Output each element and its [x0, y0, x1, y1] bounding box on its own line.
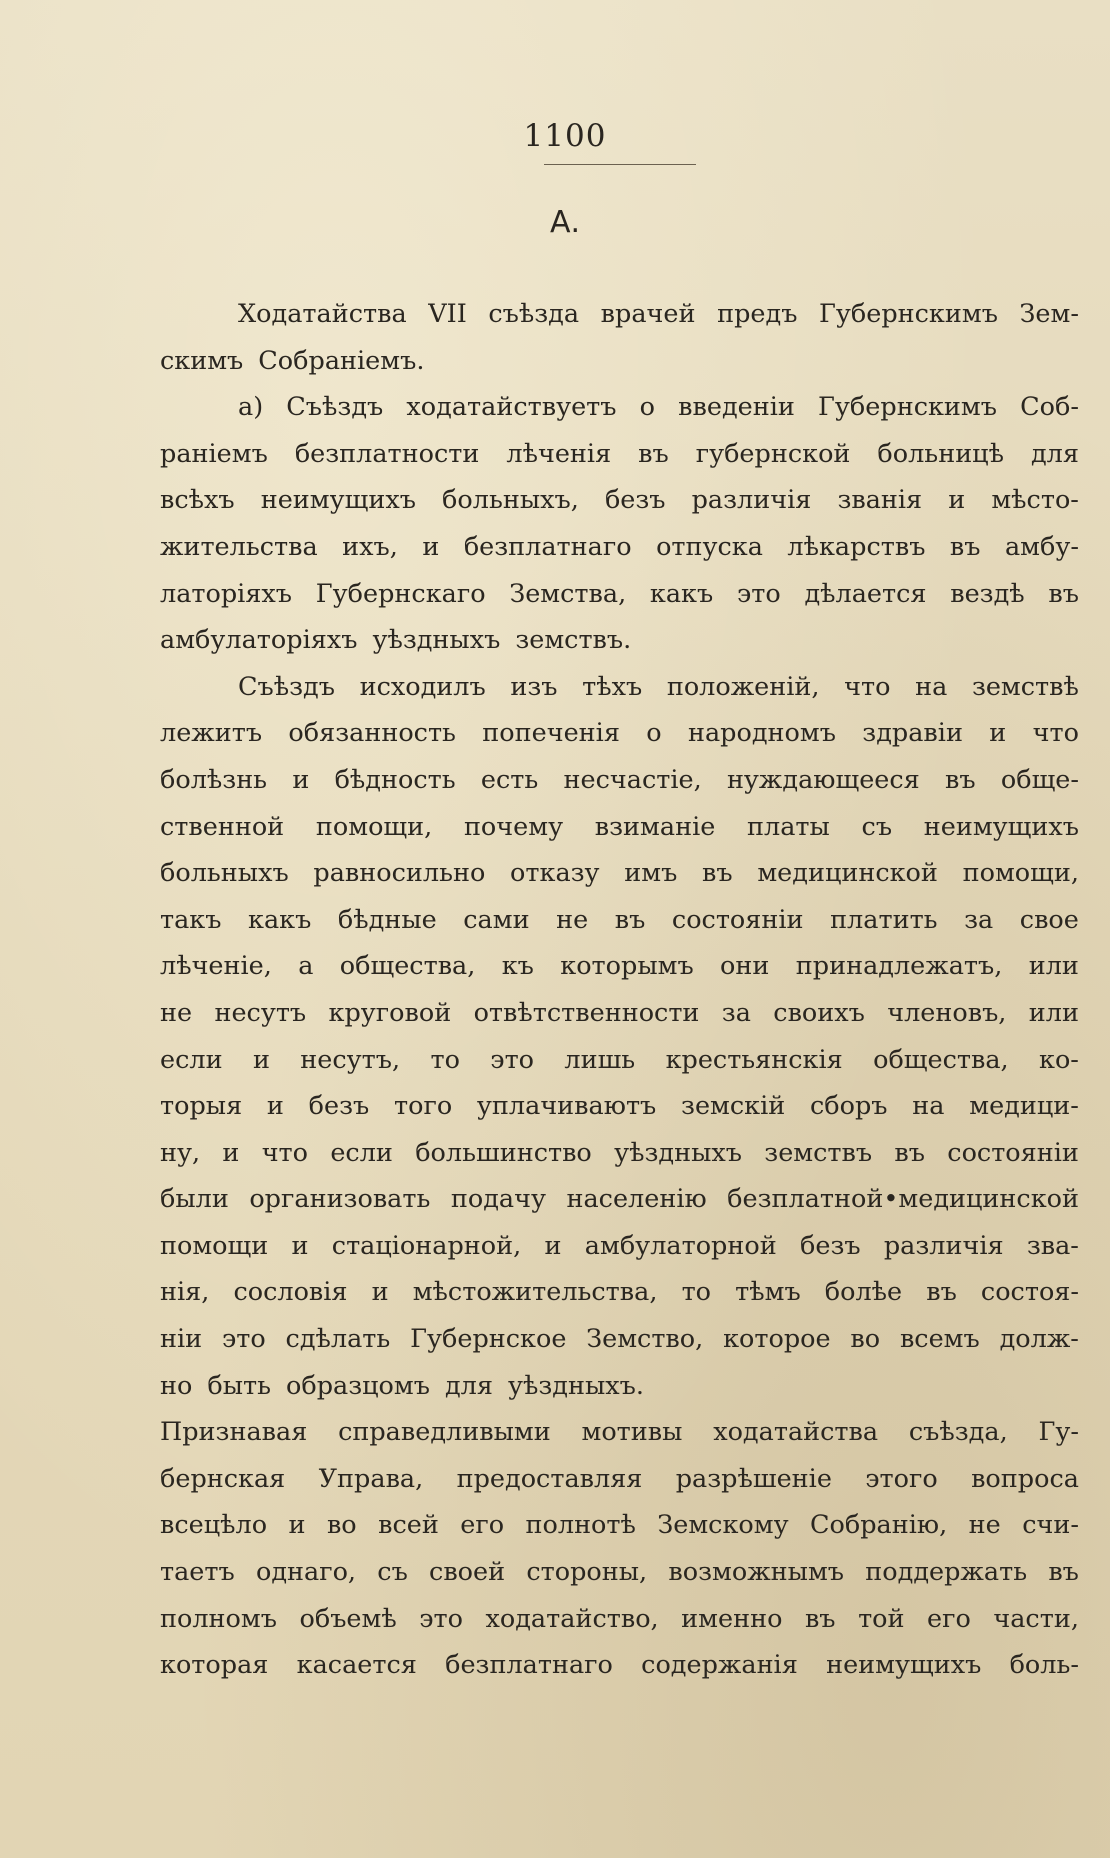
word: Собраніемъ.	[258, 345, 425, 376]
word: своихъ	[773, 997, 865, 1028]
word: съ	[861, 811, 893, 842]
word: жительства	[160, 531, 318, 562]
word: различія	[691, 485, 812, 516]
word: вопроса	[971, 1463, 1079, 1494]
word: скимъ	[160, 345, 244, 376]
word: амбу-	[1004, 531, 1079, 562]
word: лежитъ	[160, 718, 263, 749]
word: что	[261, 1137, 309, 1168]
word: не	[556, 904, 589, 935]
word: въ	[614, 904, 646, 935]
word: полномъ	[160, 1603, 277, 1634]
word: съѣзда,	[908, 1417, 1008, 1448]
word: для	[1030, 438, 1079, 469]
text-line	[160, 431, 1079, 478]
text-line	[160, 710, 1079, 757]
word: земствъ	[764, 1137, 873, 1168]
word: то	[430, 1044, 460, 1075]
word: части,	[993, 1603, 1079, 1634]
word: это	[419, 1603, 463, 1634]
word: если	[160, 1044, 223, 1075]
word: или	[1028, 997, 1079, 1028]
word: и	[266, 1091, 284, 1122]
word: Гу-	[1038, 1417, 1079, 1448]
word: мотивы	[581, 1417, 683, 1448]
word: бѣдные	[337, 904, 437, 935]
word: населенію	[566, 1184, 707, 1215]
word: долж-	[999, 1324, 1079, 1355]
word: торыя	[160, 1091, 243, 1122]
text-line	[160, 664, 1079, 711]
page-number: 1100	[523, 118, 607, 154]
word: ходатайство,	[485, 1603, 659, 1634]
word: это	[736, 578, 781, 609]
word: именно	[681, 1603, 783, 1634]
text-line	[160, 477, 1079, 524]
word: нія,	[160, 1277, 210, 1308]
word: членовъ,	[887, 997, 1007, 1028]
word: которая	[160, 1650, 269, 1681]
word: то	[681, 1277, 712, 1308]
word: ходатайствуетъ	[406, 392, 617, 423]
word: свое	[1019, 904, 1079, 935]
word: того	[394, 1091, 453, 1122]
text-line	[160, 1223, 1079, 1270]
word: губернской	[695, 438, 851, 469]
word: стаціонарной,	[331, 1230, 522, 1261]
word: сословія	[233, 1277, 348, 1308]
word: безплатнаго	[463, 531, 632, 562]
word: за	[964, 904, 994, 935]
word: на	[912, 1091, 945, 1122]
word: уѣздныхъ.	[507, 1370, 644, 1401]
text-line	[160, 384, 1079, 431]
word: Съѣздъ	[238, 671, 335, 702]
word: полнотѣ	[525, 1510, 636, 1541]
word: здравіи	[862, 718, 963, 749]
text-line	[160, 1176, 1079, 1223]
word: обще-	[1000, 764, 1079, 795]
word: это	[490, 1044, 535, 1075]
word: въ	[638, 438, 669, 469]
word: Признавая	[160, 1417, 308, 1448]
word: земскій	[681, 1091, 786, 1122]
word: въ	[1048, 1557, 1079, 1588]
section-heading: А.	[549, 205, 581, 240]
word: не	[160, 997, 193, 1028]
text-line	[160, 1083, 1079, 1130]
word: Земскому	[657, 1510, 789, 1541]
word: объемѣ	[299, 1603, 397, 1634]
word: Губернскимъ	[818, 392, 997, 423]
text-line	[160, 1037, 1079, 1084]
text-line	[160, 943, 1079, 990]
word: отвѣтственности	[473, 997, 700, 1028]
word: а)	[238, 392, 264, 423]
word: врачей	[600, 299, 696, 329]
page-number-rule	[544, 164, 696, 165]
word: больныхъ,	[442, 485, 579, 516]
word: быть	[207, 1370, 271, 1401]
word: всей	[378, 1510, 439, 1541]
word: которое	[723, 1324, 831, 1355]
word: есть	[480, 764, 539, 795]
word: и	[371, 1277, 389, 1308]
word: за	[721, 997, 751, 1028]
word: мѣсто-	[991, 485, 1079, 516]
word: справедливыми	[338, 1417, 551, 1448]
word: во	[326, 1510, 357, 1541]
word: Земства,	[509, 578, 627, 609]
word: крестьянскія	[665, 1044, 843, 1075]
word: зва-	[1026, 1230, 1079, 1261]
word: уѣздныхъ	[372, 625, 501, 656]
word: не	[968, 1510, 1001, 1541]
word: помощи	[160, 1230, 269, 1261]
word: почему	[463, 811, 564, 842]
word: его	[460, 1510, 505, 1541]
text-line	[160, 990, 1079, 1037]
word: образцомъ	[286, 1370, 430, 1401]
word: но	[160, 1370, 193, 1401]
word: неимущихъ	[260, 485, 416, 516]
text-line	[160, 1409, 1079, 1456]
word: бѣдность	[334, 764, 456, 795]
word: положеній,	[666, 671, 820, 702]
word: имъ	[624, 858, 678, 889]
word: отказу	[510, 858, 600, 889]
word: амбулаторіяхъ	[160, 625, 358, 656]
word: Собранію,	[810, 1510, 948, 1541]
word: VII	[428, 299, 467, 329]
word: были	[160, 1184, 229, 1215]
word: больныхъ	[160, 858, 289, 889]
word: къ	[501, 951, 534, 982]
word: что	[1032, 718, 1079, 749]
word: и	[291, 1230, 309, 1261]
word: мѣстожительства,	[412, 1277, 658, 1308]
word: сами	[463, 904, 530, 935]
word: состоя-	[980, 1277, 1079, 1308]
word: однаго,	[255, 1557, 357, 1588]
word: они	[720, 951, 770, 982]
word: сдѣлать	[285, 1324, 391, 1355]
word: Земство,	[586, 1324, 704, 1355]
word: лѣкарствъ	[787, 531, 926, 562]
word: какъ	[649, 578, 714, 609]
word: помощи,	[962, 858, 1079, 889]
text-line	[160, 850, 1079, 897]
word: если	[330, 1137, 393, 1168]
word: медицинской	[757, 858, 938, 889]
word: сборъ	[810, 1091, 888, 1122]
word: попеченія	[482, 718, 620, 749]
word: подачу	[450, 1184, 546, 1215]
word: Съѣздъ	[286, 392, 384, 423]
word: въ	[894, 1137, 925, 1168]
word: изъ	[510, 671, 558, 702]
word: исходилъ	[359, 671, 486, 702]
word: безъ	[800, 1230, 861, 1261]
word: поддержать	[865, 1557, 1028, 1588]
word: уплачиваютъ	[476, 1091, 657, 1122]
word: платы	[747, 811, 830, 842]
word: лишь	[564, 1044, 636, 1075]
word: безплатности	[294, 438, 480, 469]
word: отпуска	[656, 531, 763, 562]
word: въ	[949, 531, 981, 562]
word: и	[422, 531, 440, 562]
word: въ	[702, 858, 733, 889]
word: ственной	[160, 811, 285, 842]
word: безъ	[308, 1091, 370, 1122]
word: а	[298, 951, 314, 982]
word: съѣзда	[488, 299, 580, 329]
word: безплатнаго	[445, 1650, 613, 1681]
text-line	[160, 1549, 1079, 1596]
word: о	[639, 392, 656, 423]
word: и	[544, 1230, 562, 1261]
word: ко-	[1039, 1044, 1079, 1075]
word: тѣмъ	[735, 1277, 801, 1308]
word: съ	[377, 1557, 408, 1588]
word: платить	[830, 904, 938, 935]
word: ну,	[160, 1137, 201, 1168]
word: равносильно	[313, 858, 486, 889]
text-line	[160, 1456, 1079, 1503]
word: всемъ	[899, 1324, 980, 1355]
word: званія	[837, 485, 923, 516]
word: и	[989, 718, 1007, 749]
word: дѣлается	[804, 578, 927, 609]
word: и	[222, 1137, 240, 1168]
word: и	[288, 1510, 306, 1541]
text-line	[160, 1596, 1079, 1643]
word: это	[221, 1324, 266, 1355]
text-line	[160, 1502, 1079, 1549]
word: въ	[804, 1603, 836, 1634]
text-line	[160, 897, 1079, 944]
word: предъ	[717, 299, 798, 329]
word: помощи,	[315, 811, 433, 842]
word: состояніи	[671, 904, 804, 935]
word: бернская	[160, 1463, 286, 1494]
word: счи-	[1022, 1510, 1079, 1541]
word: лѣченія	[506, 438, 612, 469]
word: состояніи	[947, 1137, 1079, 1168]
word: вездѣ	[950, 578, 1025, 609]
text-line	[160, 291, 1079, 338]
word: несутъ	[214, 997, 307, 1028]
word: Соб-	[1020, 392, 1079, 423]
word: болѣе	[824, 1277, 903, 1308]
word: медици-	[969, 1091, 1079, 1122]
text-line	[160, 1130, 1079, 1177]
text-line	[160, 571, 1079, 618]
word: введеніи	[678, 392, 795, 423]
word: и	[948, 485, 966, 516]
word: организовать	[249, 1184, 431, 1215]
word: Губернскаго	[315, 578, 486, 609]
word: на	[915, 671, 948, 702]
word: Губернское	[410, 1324, 567, 1355]
word: въ	[945, 764, 976, 795]
word: или	[1028, 951, 1079, 982]
word: въ	[1048, 578, 1079, 609]
word: и	[252, 1044, 270, 1075]
word: различія	[883, 1230, 1004, 1261]
word: большинство	[415, 1137, 592, 1168]
word: во	[850, 1324, 881, 1355]
word: несчастіе,	[563, 764, 702, 795]
text-line	[160, 617, 1079, 664]
word: ихъ,	[342, 531, 398, 562]
text-line	[160, 1642, 1079, 1689]
word: общества,	[339, 951, 476, 982]
word: безплатной•медицинской	[727, 1184, 1079, 1215]
word: болѣзнь	[160, 764, 268, 795]
word: Ходатайства	[238, 299, 407, 329]
text-line	[160, 1316, 1079, 1363]
word: амбулаторной	[584, 1230, 777, 1261]
word: ходатайства	[713, 1417, 879, 1448]
word: лѣченіе,	[160, 951, 272, 982]
word: ніи	[160, 1324, 203, 1355]
word: стороны,	[526, 1557, 648, 1588]
word: какъ	[248, 904, 312, 935]
word: для	[444, 1370, 493, 1401]
word: возможнымъ	[668, 1557, 845, 1588]
text-line	[160, 757, 1079, 804]
word: таетъ	[160, 1557, 235, 1588]
word: раніемъ	[160, 438, 268, 469]
word: о	[646, 718, 662, 749]
word: нуждающееся	[726, 764, 920, 795]
word: неимущихъ	[826, 1650, 982, 1681]
word: той	[858, 1603, 905, 1634]
word: взиманіе	[594, 811, 716, 842]
word: этого	[865, 1463, 938, 1494]
word: принадлежатъ,	[795, 951, 1003, 982]
word: Зем-	[1019, 299, 1079, 329]
word: что	[844, 671, 891, 702]
word: больницѣ	[877, 438, 1004, 469]
word: такъ	[160, 904, 222, 935]
word: уѣздныхъ	[614, 1137, 742, 1168]
word: латоріяхъ	[160, 578, 293, 609]
word: своей	[429, 1557, 506, 1588]
word: безъ	[604, 485, 666, 516]
word: его	[927, 1603, 971, 1634]
word: Управа,	[318, 1463, 424, 1494]
word: обязанность	[288, 718, 456, 749]
word: и	[292, 764, 310, 795]
word: земствъ.	[515, 625, 632, 656]
word: тѣхъ	[582, 671, 643, 702]
word: несутъ,	[300, 1044, 401, 1075]
text-line	[160, 1363, 1079, 1410]
word: земствѣ	[971, 671, 1079, 702]
word: касается	[296, 1650, 417, 1681]
word: разрѣшеніе	[675, 1463, 832, 1494]
word: всѣхъ	[160, 485, 235, 516]
word: круговой	[328, 997, 452, 1028]
word: всецѣло	[160, 1510, 268, 1541]
text-line	[160, 1269, 1079, 1316]
text-line	[160, 524, 1079, 571]
text-line	[160, 338, 1079, 385]
word: въ	[926, 1277, 957, 1308]
word: народномъ	[687, 718, 836, 749]
word: Губернскимъ	[819, 299, 998, 329]
word: предоставляя	[456, 1463, 643, 1494]
word: общества,	[873, 1044, 1009, 1075]
word: которымъ	[560, 951, 694, 982]
body-text	[160, 291, 1079, 1689]
word: содержанія	[641, 1650, 798, 1681]
word: неимущихъ	[923, 811, 1079, 842]
text-line	[160, 804, 1079, 851]
word: боль-	[1009, 1650, 1079, 1681]
